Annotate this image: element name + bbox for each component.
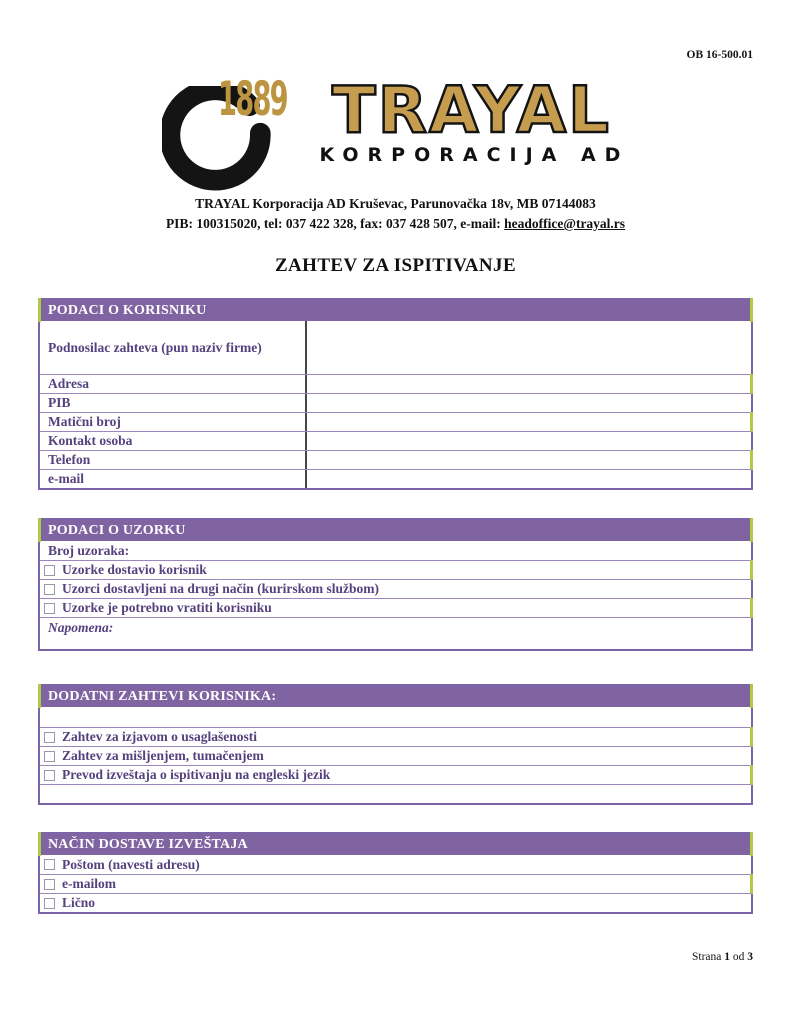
company-contact-line [0, 216, 791, 232]
logo-subtitle-text: KORPORACIJA AD [319, 143, 630, 166]
tire-c-icon [162, 72, 314, 192]
kontakt-osoba-input-cell[interactable] [305, 432, 751, 450]
table-row [40, 893, 751, 912]
table-row [40, 598, 751, 617]
section-nacin-dostave [38, 832, 753, 914]
field-label: Broj uzoraka: [48, 542, 130, 558]
row-fill [206, 855, 751, 874]
contact-prefix: PIB: 100315020, tel: 037 422 328, fax: 037 428 507, e-mail: [165, 216, 505, 231]
section-dodatni-zahtevi [38, 684, 753, 805]
section-title: NAČIN DOSTAVE IZVEŠTAJA [48, 836, 248, 852]
field-label: Telefon [48, 452, 91, 467]
row-fill [101, 894, 751, 912]
field-label: Podnosilac zahteva (pun naziv firme) [48, 339, 262, 355]
checkbox-label: Lično [62, 895, 96, 910]
pib-input-cell[interactable] [305, 394, 751, 412]
table-row [40, 469, 751, 488]
logo-brand-text: TRAYAL [332, 74, 611, 148]
table-row [40, 431, 751, 450]
field-label: Adresa [48, 376, 90, 391]
email-link[interactable]: headoffice@trayal.rs [504, 216, 626, 231]
logo-year-1889: 1889 [217, 72, 287, 127]
checkbox-label: Uzorke dostavio korisnik [62, 562, 207, 577]
row-fill [385, 580, 751, 598]
field-label: e-mail [48, 471, 84, 486]
footer-current-page: 1 [724, 951, 730, 963]
checkbox-label: Uzorke je potrebno vratiti korisniku [62, 600, 272, 615]
broj-uzoraka-input-area[interactable] [135, 541, 751, 560]
section-header [40, 834, 751, 855]
field-label: Matični broj [48, 414, 121, 429]
footer-label: Strana [691, 951, 722, 963]
checkbox-label: Uzorci dostavljeni na drugi način (kurirskom službom) [62, 581, 380, 596]
podnosilac-input-cell[interactable] [305, 321, 751, 374]
section-podaci-o-korisniku [38, 298, 753, 490]
section-header [40, 520, 751, 541]
row-fill [270, 747, 751, 765]
checkbox-label: e-mailom [62, 876, 116, 891]
field-label: Napomena: [48, 620, 114, 635]
checkbox-label: Zahtev za mišljenjem, tumačenjem [62, 748, 264, 763]
section-header [40, 686, 751, 707]
row-fill [278, 599, 751, 617]
footer-separator: od [732, 951, 745, 963]
checkbox[interactable] [44, 859, 55, 870]
empty-row [40, 707, 751, 727]
checkbox[interactable] [44, 584, 55, 595]
company-address-line: TRAYAL Korporacija AD Kruševac, Parunovačka 18v, MB 07144083 [195, 196, 596, 211]
table-row [40, 412, 751, 431]
field-label: Kontakt osoba [48, 433, 133, 448]
table-row [40, 541, 751, 560]
checkbox[interactable] [44, 770, 55, 781]
checkbox-label: Prevod izveštaja o ispitivanju na engleski jezik [62, 767, 331, 782]
input-area[interactable] [40, 785, 751, 803]
adresa-input-cell[interactable] [305, 375, 751, 393]
row-fill [336, 766, 751, 784]
table-row [40, 765, 751, 784]
field-label: PIB [48, 395, 71, 410]
section-title: PODACI O UZORKU [48, 522, 186, 538]
table-row [40, 855, 751, 874]
telefon-input-cell[interactable] [305, 451, 751, 469]
table-row [40, 560, 751, 579]
table-row [40, 321, 751, 374]
checkbox-label: Zahtev za izjavom o usaglašenosti [62, 729, 257, 744]
row-fill [263, 728, 751, 746]
table-row [40, 374, 751, 393]
section-title: DODATNI ZAHTEVI KORISNIKA: [48, 688, 277, 704]
row-fill [122, 875, 751, 893]
checkbox-label: Poštom (navesti adresu) [62, 856, 200, 872]
section-title: PODACI O KORISNIKU [48, 302, 207, 318]
section-podaci-o-uzorku [38, 518, 753, 651]
table-row [40, 727, 751, 746]
doc-code: OB 16-500.01 [686, 49, 753, 61]
table-row [40, 617, 751, 649]
table-row [40, 393, 751, 412]
table-row [40, 450, 751, 469]
checkbox[interactable] [44, 898, 55, 909]
trayal-logo [0, 72, 791, 192]
checkbox[interactable] [44, 732, 55, 743]
table-row [40, 579, 751, 598]
empty-row [40, 784, 751, 803]
section-header [40, 300, 751, 321]
footer-total-pages: 3 [747, 951, 753, 963]
checkbox[interactable] [44, 603, 55, 614]
page-number [692, 951, 753, 963]
checkbox[interactable] [44, 565, 55, 576]
page-title: ZAHTEV ZA ISPITIVANJE [274, 255, 517, 276]
table-row [40, 874, 751, 893]
napomena-input-area[interactable] [119, 620, 751, 649]
checkbox[interactable] [44, 879, 55, 890]
email-input-cell[interactable] [305, 470, 751, 488]
row-fill [213, 561, 751, 579]
input-area[interactable] [40, 707, 751, 727]
table-row [40, 746, 751, 765]
maticni-broj-input-cell[interactable] [305, 413, 751, 431]
checkbox[interactable] [44, 751, 55, 762]
